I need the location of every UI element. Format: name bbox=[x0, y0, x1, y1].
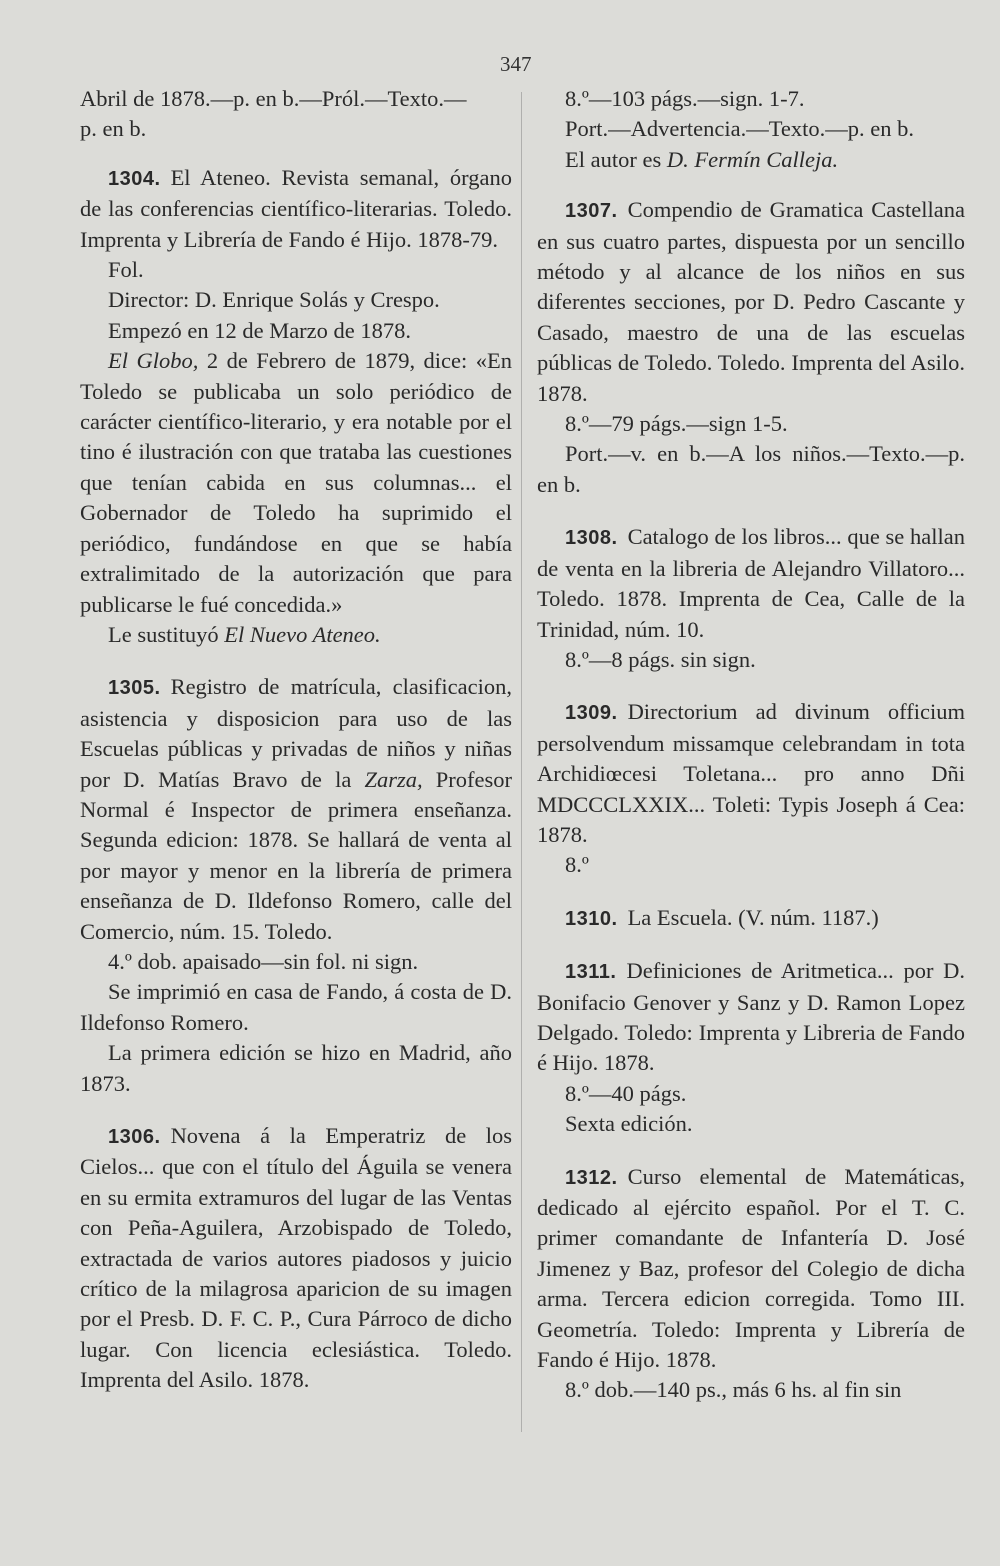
entry-number: 1306. bbox=[108, 1126, 161, 1148]
entry-title: Compendio de Gramatica Castellana en sus cuatro partes, dispuesta por un sencillo método y al alcance de los niños en sus diferentes secciones, por D. Pedro Cascante y Casado, maestro de una de las escuelas públicas de Toledo. Toledo. Imprenta del Asilo. 1878. bbox=[537, 197, 965, 406]
entry-1307 bbox=[537, 195, 965, 500]
quote-source: El Globo, bbox=[108, 348, 199, 374]
entry-edition: Sexta edición. bbox=[565, 1111, 693, 1137]
entry-title-b: Profesor Normal é Inspector de primera enseñanza. Segunda edicion: 1878. Se hallará de venta al por mayor y menor en la librería de primera enseñanza de D. Ildefonso Romero, calle del Comercio, núm. 15. Toledo. bbox=[80, 766, 512, 944]
entry-1309 bbox=[537, 697, 965, 880]
entry-1311 bbox=[537, 956, 965, 1139]
entry-text bbox=[537, 1162, 965, 1376]
entry-1305 bbox=[80, 672, 512, 1099]
entry-start: Empezó en 12 de Marzo de 1878. bbox=[108, 317, 412, 343]
entry-text bbox=[537, 956, 965, 1079]
entry-note: Se imprimió en casa de Fando, á costa de D. Ildefonso Romero. bbox=[80, 979, 512, 1035]
entry-format: 8.º bbox=[565, 852, 589, 878]
entry-1306 bbox=[80, 1121, 512, 1396]
column-divider bbox=[521, 92, 522, 1432]
author-name: D. Fermín Calleja. bbox=[666, 146, 839, 172]
entry-number: 1304. bbox=[108, 167, 161, 190]
entry-1308 bbox=[537, 522, 965, 675]
left-column bbox=[80, 84, 512, 1414]
successor-prefix: Le sustituyó bbox=[108, 621, 225, 647]
entry-1303-tail bbox=[80, 84, 512, 145]
entry-1312 bbox=[537, 1162, 965, 1406]
page-number: 347 bbox=[500, 52, 532, 76]
entry-text bbox=[80, 672, 512, 947]
author-prefix: El autor es bbox=[565, 146, 667, 172]
entry-text bbox=[537, 195, 965, 409]
entry-director: Director: D. Enrique Solás y Crespo. bbox=[108, 287, 440, 313]
entry-number: 1305. bbox=[108, 677, 161, 700]
entry-successor bbox=[80, 620, 512, 650]
entry-format: 8.º—40 págs. bbox=[565, 1080, 687, 1106]
entry-number: 1307. bbox=[565, 200, 618, 223]
entry-format: 4.º dob. apaisado—sin fol. ni sign. bbox=[108, 948, 419, 974]
entry-format: 8.º—103 págs.—sign. 1-7. bbox=[565, 86, 805, 111]
entry-1304 bbox=[80, 163, 512, 651]
entry-title: Directorium ad divinum officium persolvendum missamque celebrandam in tota Archidiœcesi Toletana... pro anno Dñi MDCCCLXXIX... Toleti: Typis Joseph á Cea: 1878. bbox=[537, 699, 965, 847]
entry-number: 1310. bbox=[565, 907, 618, 930]
entry-parts: Port.—v. en b.—A los niños.—Texto.—p. en b. bbox=[537, 441, 965, 497]
entry-title: Definiciones de Aritmetica... por D. Bonifacio Genover y Sanz y D. Ramon Lopez Delgado. Toledo: Imprenta y Libreria de Fando é Hijo. 1878. bbox=[537, 958, 965, 1076]
entry-title: Novena á la Emperatriz de los Cielos... que con el título del Águila se venera en su ermita extramuros del lugar de las Ventas con Peña-Aguilera, Arzobispado de Toledo, extractada de varios autores piadosos y juicio crítico de la milagrosa aparicion de su imagen por el Presb. D. F. C. P., Cura Párroco de dicho lugar. Con licencia eclesiástica. Toledo. Imprenta del Asilo. 1878. bbox=[80, 1123, 512, 1393]
entry-number: 1311. bbox=[565, 961, 617, 984]
entry-title: El Ateneo. Revista semanal, órgano de las conferencias científico-literarias. Toledo. Imprenta y Librería de Fando é Hijo. 1878-79. bbox=[80, 164, 512, 252]
entry-quote bbox=[80, 346, 512, 620]
entry-title: Catalogo de los libros... que se hallan de venta en la libreria de Alejandro Villatoro... Toledo. 1878. Imprenta de Cea, Calle de la Trinidad, núm. 10. bbox=[537, 524, 965, 642]
entry-format: 8.º—8 págs. sin sign. bbox=[565, 646, 756, 672]
entry-number: 1312. bbox=[565, 1166, 618, 1189]
entry-line: Abril de 1878.—p. en b.—Pról.—Texto.— bbox=[80, 86, 467, 111]
entry-text bbox=[80, 1121, 512, 1396]
entry-title: Curso elemental de Matemáticas, dedicado al ejército español. Por el T. C. primer comandante de Infantería D. José Jimenez y Baz, profesor del Colegio de dicha arma. Tercera edicion corregida. Tomo III. Geometría. Toledo: Imprenta y Librería de Fando é Hijo. 1878. bbox=[537, 1163, 965, 1373]
entry-title: La Escuela. (V. núm. 1187.) bbox=[627, 904, 879, 930]
entry-title-a: Registro de matrícula, clasificacion, asistencia y disposicion para uso de las Escuelas públicas y privadas de niños y niñas por D. Matías Bravo de la bbox=[80, 674, 512, 792]
entry-1310 bbox=[537, 903, 965, 934]
entry-line: p. en b. bbox=[80, 116, 147, 142]
entry-number: 1309. bbox=[565, 702, 618, 725]
entry-text bbox=[80, 163, 512, 255]
entry-text bbox=[537, 697, 965, 850]
entry-format: 8.º—79 págs.—sign 1-5. bbox=[565, 411, 788, 437]
entry-author bbox=[537, 145, 965, 175]
entry-note: La primera edición se hizo en Madrid, año 1873. bbox=[80, 1040, 512, 1096]
entry-format: Fol. bbox=[108, 257, 144, 283]
entry-parts: Port.—Advertencia.—Texto.—p. en b. bbox=[565, 116, 914, 142]
successor-title: El Nuevo Ateneo. bbox=[224, 621, 381, 647]
quote-text: 2 de Febrero de 1879, dice: «En Toledo se publicaba un solo periódico de carácter científico-literario, y era notable por el tino é ilustración con que trataba las cuestiones que tenían cabida en sus columnas... el Gobernador de Toledo ha suprimido el periódico, fundándose en que se había extralimitado de la autorización que para publicarse le fué concedida.» bbox=[80, 348, 512, 617]
entry-text bbox=[537, 903, 965, 934]
entry-format: 8.º dob.—140 ps., más 6 hs. al fin sin bbox=[565, 1377, 902, 1403]
entry-title-italic: Zarza, bbox=[364, 766, 423, 792]
entry-number: 1308. bbox=[565, 527, 618, 550]
right-column bbox=[537, 84, 965, 1424]
entry-1306-tail bbox=[537, 84, 965, 175]
entry-text bbox=[537, 522, 965, 645]
